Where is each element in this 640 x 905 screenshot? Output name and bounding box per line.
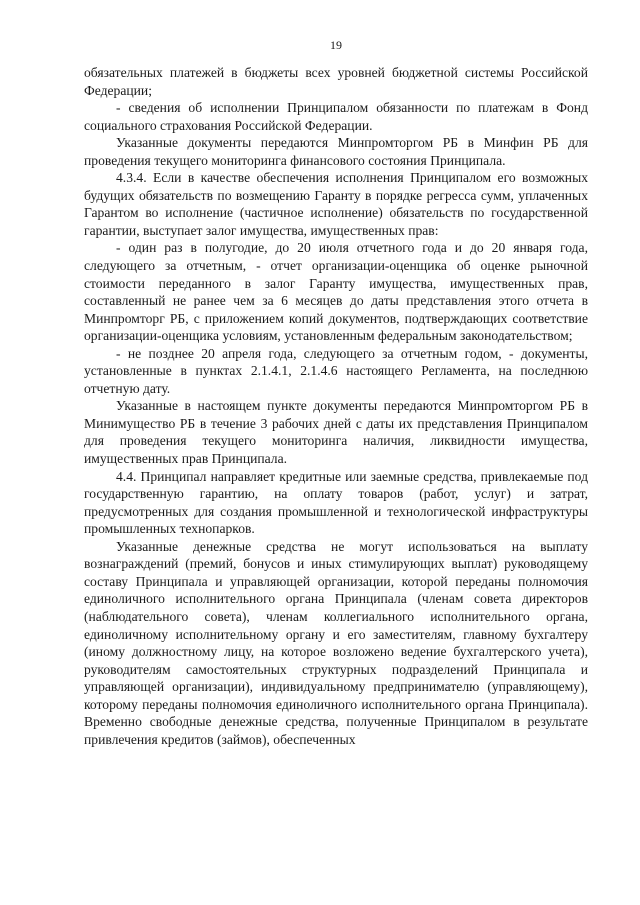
paragraph-appraisal-report-item: - один раз в полугодие, до 20 июля отчетного года и до 20 января года, следующего за отчетным, - отчет организации-оценщика об оценке рыночной стоимости переданного в залог Гаранту имущества, имущественных прав, составленный не ранее чем за 6 месяцев до даты представления этого отчета в Минпромторг РБ, с приложением копий документов, подтверждающих соответствие организации-оценщика условиям, установленным федеральным законодательством; (84, 240, 588, 344)
page-number: 19 (330, 38, 342, 52)
paragraph-social-insurance-item: - сведения об исполнении Принципалом обязанности по платежам в Фонд социального страхования Российской Федерации. (84, 100, 588, 133)
paragraph-4-3-4: 4.3.4. Если в качестве обеспечения исполнения Принципалом его возможных будущих обязательств по возмещению Гаранту в порядке регресса сумм, уплаченных Гарантом во исполнение (частичное исполнение) обязательств по государственной гарантии, выступает залог имущества, имущественных прав: (84, 170, 588, 238)
paragraph-april-deadline-item: - не позднее 20 апреля года, следующего за отчетным годом, - документы, установленные в пунктах 2.1.4.1, 2.1.4.6 настоящего Регламента, на последнюю отчетную дату. (84, 345, 588, 396)
paragraph-minimushchestvo-transfer: Указанные в настоящем пункте документы передаются Минпромторгом РБ в Минимущество РБ в течение 3 рабочих дней с даты их представления Принципалом для проведения текущего мониторинга наличия, ликвидности имущества, имущественных прав Принципала. (84, 398, 588, 467)
paragraph-minfin-transfer: Указанные документы передаются Минпромторгом РБ в Минфин РБ для проведения текущего мониторинга финансового состояния Принципала. (84, 135, 588, 168)
paragraph-continuation: обязательных платежей в бюджеты всех уровней бюджетной системы Российской Федерации; (84, 65, 588, 98)
paragraph-funds-restriction: Указанные денежные средства не могут использоваться на выплату вознаграждений (премий, бонусов и иных стимулирующих выплат) руководящему составу Принципала и управляющей организации, которой переданы полномочия единоличного исполнительного органа Принципала (членам совета директоров (наблюдательного совета), членам коллегиального исполнительного органа, единоличному исполнительному органу и его заместителям, главному бухгалтеру (иному должностному лицу, на которое возложено ведение бухгалтерского учета), руководителям самостоятельных структурных подразделений Принципала и управляющей организации), индивидуальному предпринимателю (управляющему), которому переданы полномочия единоличного исполнительного органа Принципала). Временно свободные денежные средства, полученные Принципалом в результате привлечения кредитов (займов), обеспеченных (84, 538, 588, 747)
document-body (84, 64, 588, 748)
paragraph-4-4: 4.4. Принципал направляет кредитные или заемные средства, привлекаемые под государственную гарантию, на оплату товаров (работ, услуг) и затрат, предусмотренных для создания промышленной и технологической инфраструктуры промышленных технопарков. (84, 468, 588, 537)
